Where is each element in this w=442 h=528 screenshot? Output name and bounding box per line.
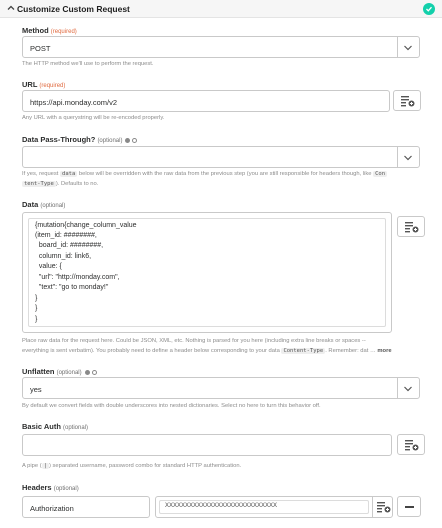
- passthrough-help-line-1: If yes, request data below will be overridden with the raw data from the previous step (you are still responsible for headers though, like Con: [22, 171, 386, 177]
- toggle-ring-icon[interactable]: [92, 370, 97, 375]
- data-line: value: {: [35, 263, 62, 270]
- chevron-down-icon[interactable]: [403, 385, 413, 393]
- check-circle-icon: [423, 3, 435, 15]
- passthrough-help-line-2: tent-Type ). Defaults to no.: [24, 181, 99, 187]
- insert-data-icon: [401, 96, 415, 107]
- data-help-line-2: everything is sent verbatim). You probably need to define a header below corresponding to your data Content-Type . Remember: dat … more: [22, 348, 392, 354]
- minus-icon: [405, 506, 414, 508]
- header-key-value: Authorization: [30, 504, 74, 513]
- unflatten-label: Unflatten (optional): [22, 367, 97, 376]
- basic-auth-input[interactable]: [22, 434, 392, 456]
- data-line: board_id: ########,: [35, 242, 104, 249]
- passthrough-label: Data Pass-Through? (optional): [22, 135, 137, 144]
- chevron-down-icon[interactable]: [403, 44, 413, 52]
- insert-data-icon: [405, 440, 419, 451]
- method-label: Method (required): [22, 26, 77, 35]
- header-value-input[interactable]: [155, 496, 393, 518]
- data-line: (item_id: ########,: [35, 232, 97, 239]
- toggle-ring-icon[interactable]: [132, 138, 137, 143]
- data-line: "url": "http://monday.com",: [35, 274, 120, 281]
- data-line: }: [35, 316, 38, 323]
- unflatten-select[interactable]: [22, 377, 420, 399]
- headers-label: Headers (optional): [22, 483, 79, 492]
- info-icon[interactable]: [125, 138, 130, 143]
- chevron-up-icon[interactable]: [6, 3, 16, 13]
- url-insert-data-button[interactable]: [393, 90, 421, 111]
- passthrough-select[interactable]: [22, 146, 420, 168]
- basic-auth-insert-data-button[interactable]: [397, 434, 425, 455]
- chevron-down-icon[interactable]: [403, 154, 413, 162]
- url-help: Any URL with a querystring will be re-encoded properly.: [22, 115, 165, 121]
- method-select[interactable]: [22, 36, 420, 58]
- section-title: Customize Custom Request: [17, 4, 130, 14]
- url-input[interactable]: [22, 90, 390, 112]
- data-help-line-1: Place raw data for the request here. Could be JSON, XML, etc. Nothing is parsed for you here (including extra line breaks or spaces --: [22, 338, 366, 344]
- data-textarea[interactable]: [22, 212, 392, 333]
- method-help: The HTTP method we'll use to perform the request.: [22, 61, 154, 67]
- basic-auth-help: A pipe ( | ) separated username, password combo for standard HTTP authentication.: [22, 463, 242, 469]
- data-line: "text": "go to monday!": [35, 284, 109, 291]
- remove-header-button[interactable]: [397, 496, 421, 517]
- data-line: }: [35, 305, 38, 312]
- data-label: Data (optional): [22, 200, 66, 209]
- data-line: }: [35, 295, 38, 302]
- data-textarea-inner[interactable]: [28, 218, 386, 327]
- header-key-input[interactable]: [22, 496, 150, 518]
- more-link[interactable]: more: [377, 348, 392, 354]
- info-icon[interactable]: [85, 370, 90, 375]
- unflatten-value: yes: [30, 385, 42, 394]
- section-header[interactable]: [0, 0, 442, 18]
- data-line: column_id: link6,: [35, 253, 92, 260]
- insert-data-icon: [405, 222, 419, 233]
- data-insert-data-button[interactable]: [397, 216, 425, 237]
- url-value: https://api.monday.com/v2: [30, 98, 117, 107]
- basic-auth-label: Basic Auth (optional): [22, 422, 89, 431]
- header-value-text: XXXXXXXXXXXXXXXXXXXXXXXXXXXX: [165, 503, 278, 509]
- unflatten-help: By default we convert fields with double underscores into nested dictionaries. Select no here to turn this behavior off.: [22, 403, 321, 409]
- header-value-inner[interactable]: [159, 500, 369, 514]
- url-label: URL (required): [22, 80, 66, 89]
- insert-data-icon[interactable]: [377, 502, 391, 513]
- method-value: POST: [30, 44, 51, 53]
- data-line: {mutation{change_column_value: [35, 222, 137, 229]
